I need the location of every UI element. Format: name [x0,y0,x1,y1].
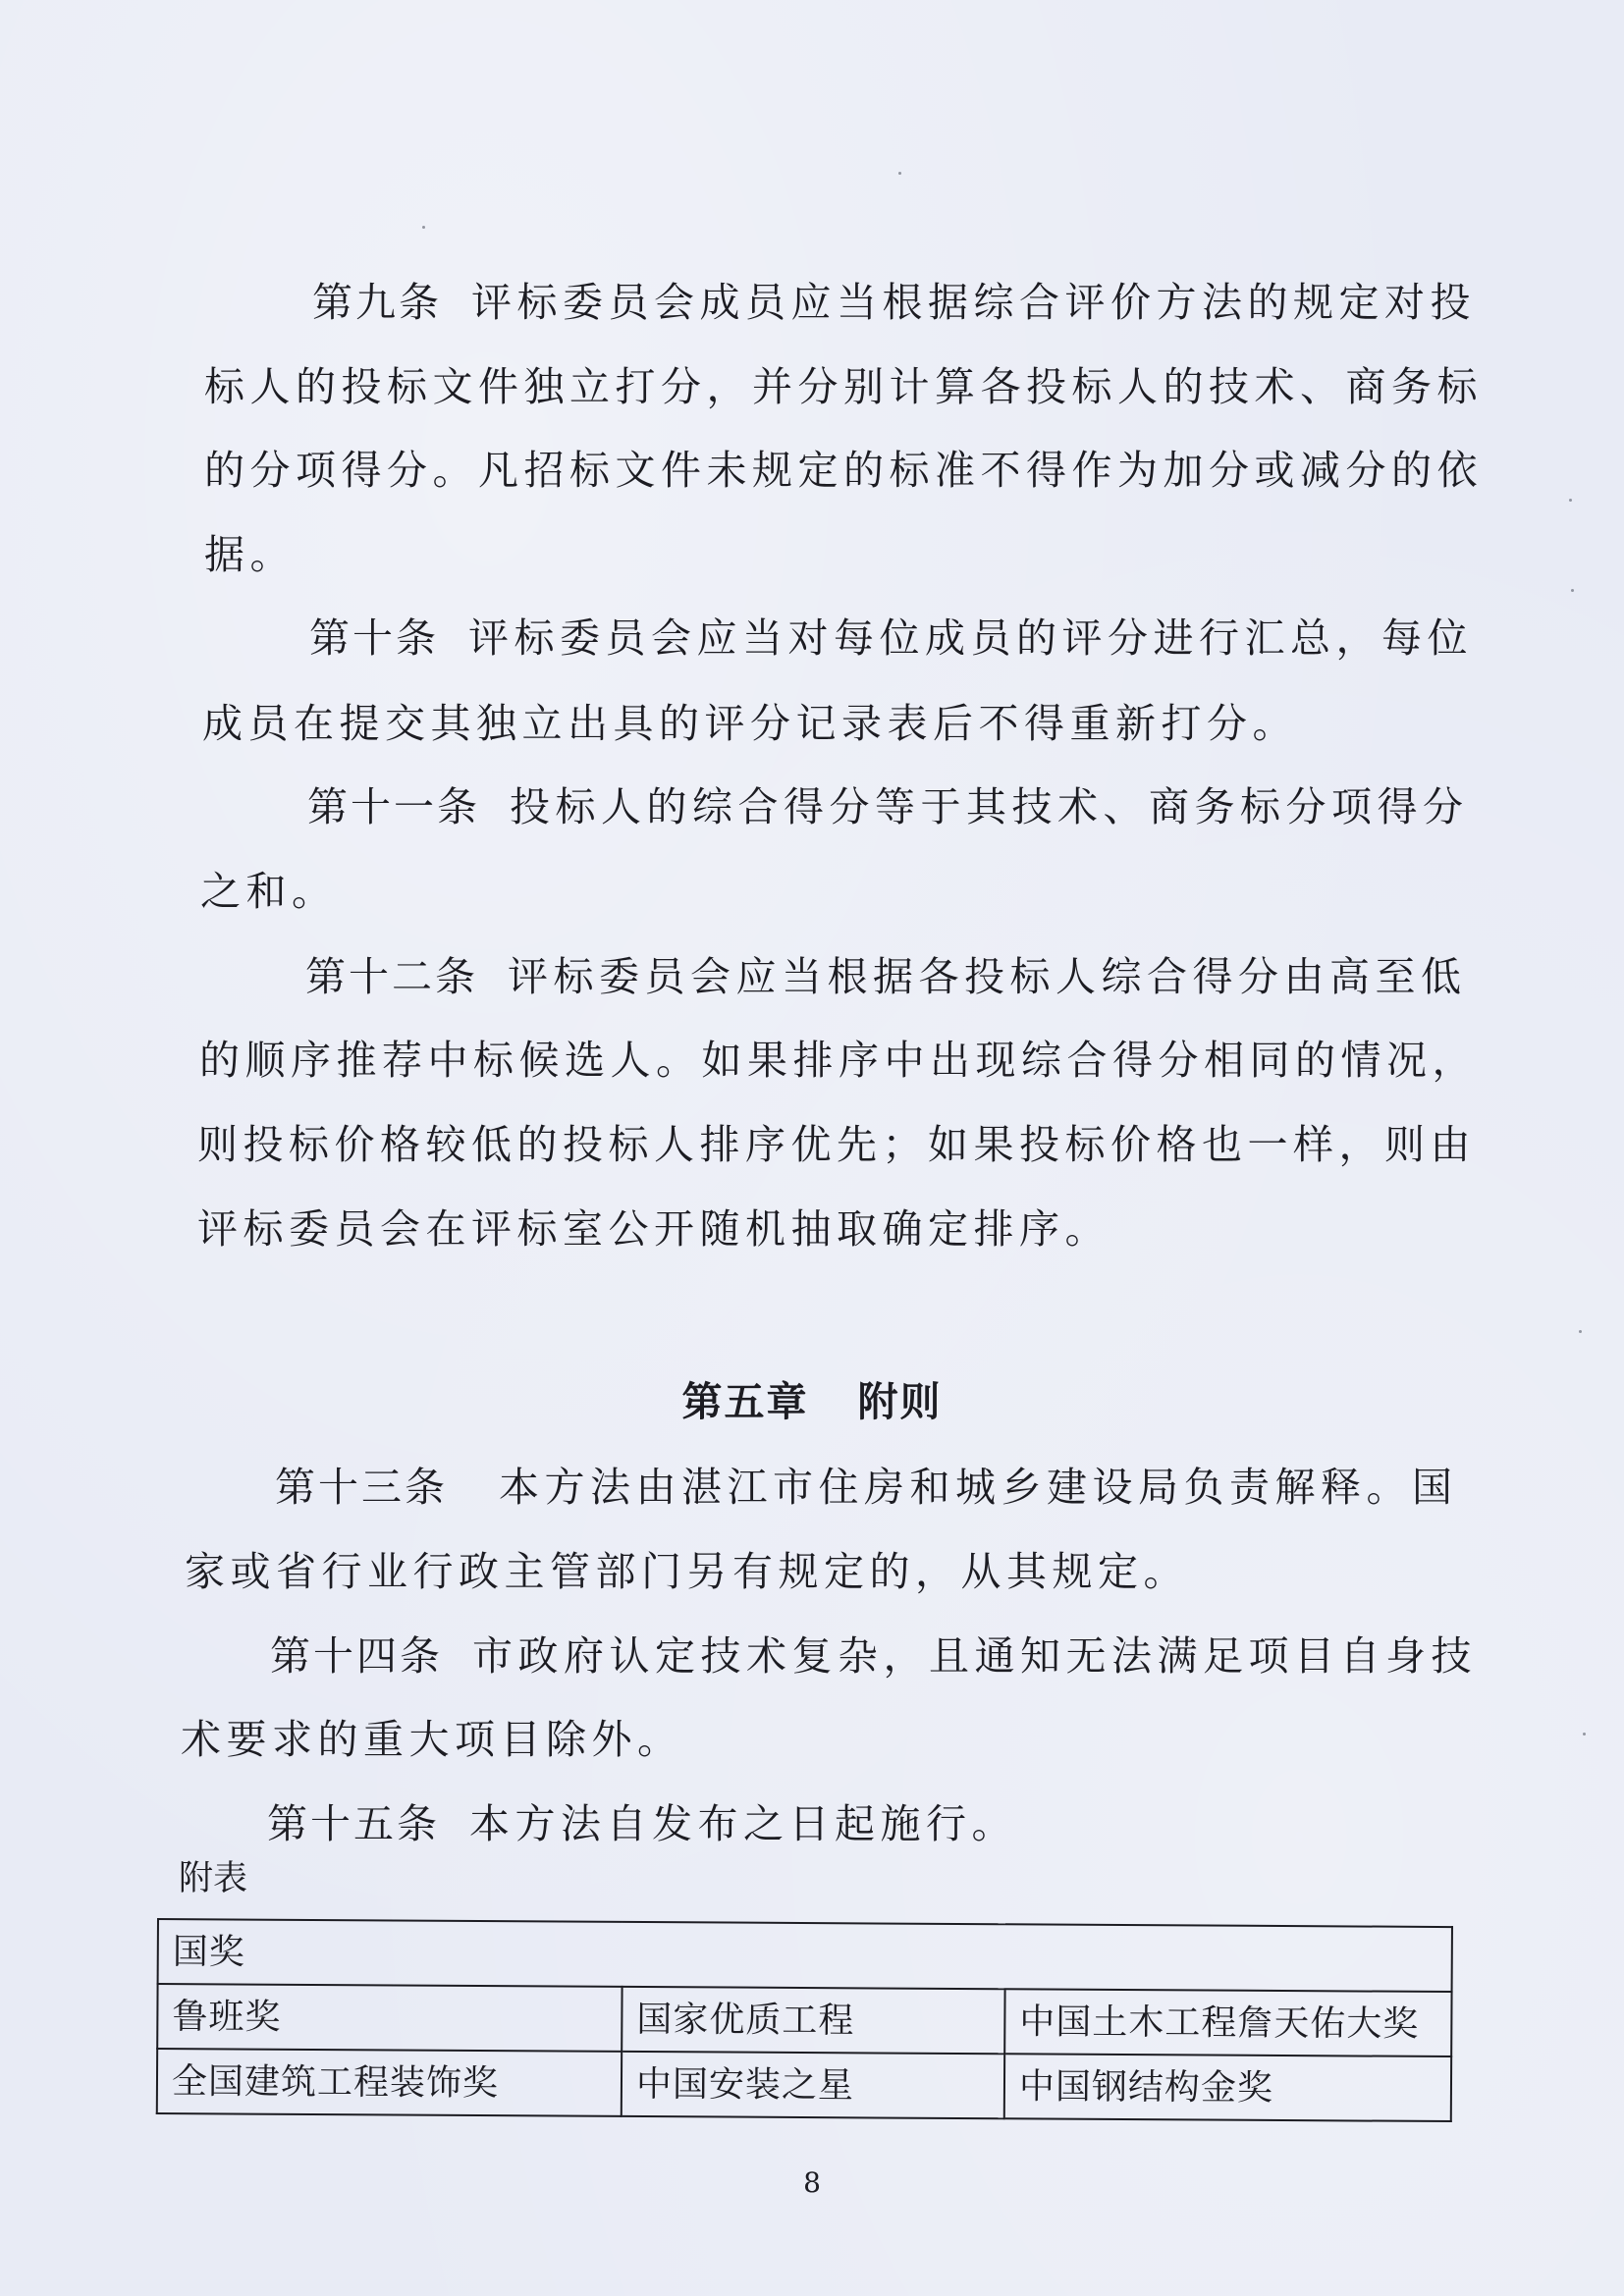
article-9-line-1: 第九条 评标委员会成员应当根据综合评价方法的规定对投 [312,279,1476,326]
table-cell: 全国建筑工程装饰奖 [157,2049,622,2116]
table-cell: 中国安装之星 [622,2052,1004,2118]
table-cell: 鲁班奖 [157,1984,622,2052]
article-15-title: 第十五条 [267,1800,440,1847]
article-9-line-2: 标人的投标文件独立打分，并分别计算各投标人的技术、商务标 [204,363,1483,410]
table-header-cell: 国奖 [158,1919,1452,1992]
article-13-line-1: 第十三条 本方法由湛江市住房和城乡建设局负责解释。国 [275,1464,1458,1511]
table-row [157,2049,1451,2121]
scan-speck [422,226,425,229]
article-10-line-1: 第十条 评标委员会应当对每位成员的评分进行汇总，每位 [309,614,1473,662]
scan-speck [898,172,901,175]
article-13-title: 第十三条 [275,1464,448,1511]
article-15-line-1: 第十五条 本方法自发布之日起施行。 [267,1800,1017,1847]
article-9-title: 第九条 [312,279,442,326]
table-row [157,1984,1451,2056]
article-12-line-1: 第十二条 评标委员会应当根据各投标人综合得分由高至低 [305,953,1467,1000]
chapter-title: 附则 [857,1378,943,1425]
article-10-line-2: 成员在提交其独立出具的评分记录表后不得重新打分。 [202,700,1298,747]
article-12-line-2: 的顺序推荐中标候选人。如果排序中出现综合得分相同的情况， [199,1037,1478,1084]
awards-table [156,1918,1453,2122]
article-14-line-2: 术要求的重大项目除外。 [181,1716,683,1763]
article-14-title: 第十四条 [270,1632,443,1680]
scan-speck [1583,1733,1586,1735]
article-14-line-1: 第十四条 市政府认定技术复杂，且通知无法满足项目自身技 [270,1632,1477,1680]
scan-speck [1579,1330,1582,1333]
article-11-title: 第十一条 [307,783,480,830]
article-13-line-2: 家或省行业行政主管部门另有规定的，从其规定。 [185,1548,1189,1595]
article-10-title: 第十条 [309,614,439,662]
page-number: 8 [803,2166,821,2199]
article-12-line-3: 则投标价格较低的投标人排序优先；如果投标价格也一样，则由 [197,1121,1476,1168]
chapter-heading [0,1378,1624,1425]
article-9-line-4: 据。 [204,531,296,578]
table-cell: 中国钢结构金奖 [1004,2054,1451,2121]
table-header-row [158,1919,1452,1992]
scan-speck [1569,499,1572,502]
article-12-title: 第十二条 [305,953,478,1000]
table-cell: 国家优质工程 [622,1987,1004,2054]
article-11-line-2: 之和。 [200,868,338,915]
table-cell: 中国土木工程詹天佑大奖 [1004,1989,1451,2056]
scan-speck [1571,589,1574,592]
article-9-line-3: 的分项得分。凡招标文件未规定的标准不得作为加分或减分的依 [204,447,1483,494]
article-12-line-4: 评标委员会在评标室公开随机抽取确定排序。 [197,1205,1110,1253]
annex-label: 附表 [179,1859,248,1898]
article-11-line-1: 第十一条 投标人的综合得分等于其技术、商务标分项得分 [307,783,1469,830]
chapter-number: 第五章 [681,1378,809,1425]
